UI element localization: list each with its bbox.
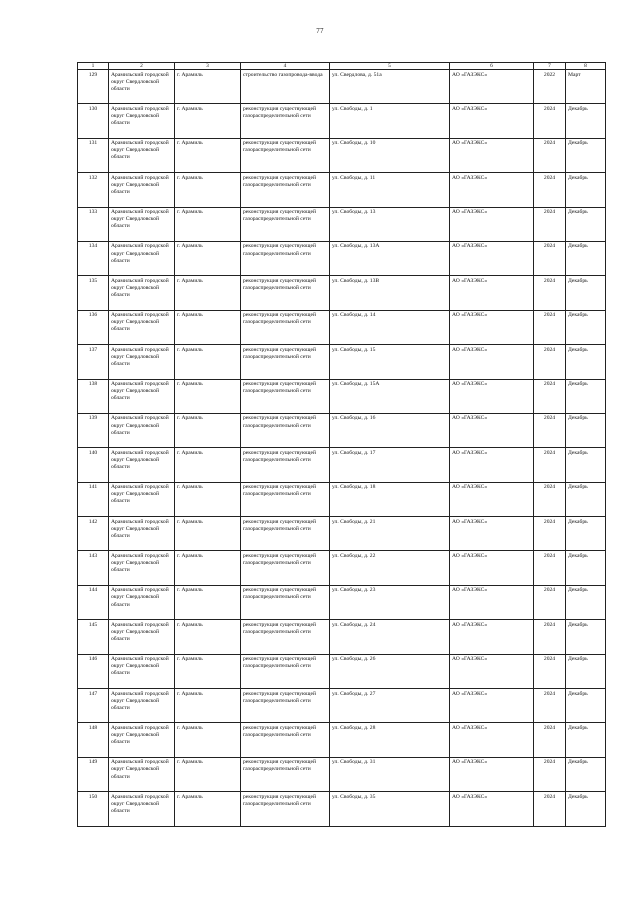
table-row (78, 345, 606, 379)
column-header: 4 (241, 63, 330, 70)
table-row (78, 276, 606, 310)
column-header: 6 (450, 63, 534, 70)
row-number-cell: 138 (78, 379, 109, 413)
year-cell: 2024 (534, 689, 566, 723)
organization-cell: АО «ГАЗЭКС» (450, 70, 534, 104)
settlement-cell: г. Арамиль (175, 241, 241, 275)
address-cell: ул. Свободы, д. 35 (330, 792, 450, 826)
municipality-cell: Арамильский городской округ Свердловской области (109, 104, 175, 138)
year-cell: 2022 (534, 70, 566, 104)
table-row (78, 689, 606, 723)
table-row (78, 551, 606, 585)
year-cell: 2024 (534, 345, 566, 379)
work-type-cell: реконструкция существующей газораспределительной сети (241, 138, 330, 172)
address-cell: ул. Свободы, д. 13В (330, 276, 450, 310)
municipality-cell: Арамильский городской округ Свердловской области (109, 585, 175, 619)
month-cell: Декабрь (566, 689, 606, 723)
organization-cell: АО «ГАЗЭКС» (450, 792, 534, 826)
column-number-row (78, 63, 606, 70)
work-type-cell: реконструкция существующей газораспределительной сети (241, 310, 330, 344)
month-cell: Декабрь (566, 482, 606, 516)
address-cell: ул. Свободы, д. 10 (330, 138, 450, 172)
work-type-cell: реконструкция существующей газораспределительной сети (241, 757, 330, 791)
work-type-cell: реконструкция существующей газораспределительной сети (241, 173, 330, 207)
work-type-cell: реконструкция существующей газораспределительной сети (241, 413, 330, 447)
table-row (78, 620, 606, 654)
address-cell: ул. Свободы, д. 26 (330, 654, 450, 688)
settlement-cell: г. Арамиль (175, 723, 241, 757)
row-number-cell: 135 (78, 276, 109, 310)
address-cell: ул. Свободы, д. 23 (330, 585, 450, 619)
row-number-cell: 130 (78, 104, 109, 138)
work-type-cell: реконструкция существующей газораспределительной сети (241, 620, 330, 654)
month-cell: Декабрь (566, 723, 606, 757)
address-cell: ул. Свободы, д. 27 (330, 689, 450, 723)
address-cell: ул. Свободы, д. 13А (330, 241, 450, 275)
organization-cell: АО «ГАЗЭКС» (450, 104, 534, 138)
settlement-cell: г. Арамиль (175, 517, 241, 551)
year-cell: 2024 (534, 104, 566, 138)
municipality-cell: Арамильский городской округ Свердловской области (109, 241, 175, 275)
month-cell: Декабрь (566, 620, 606, 654)
table-row (78, 413, 606, 447)
settlement-cell: г. Арамиль (175, 792, 241, 826)
table-row (78, 173, 606, 207)
organization-cell: АО «ГАЗЭКС» (450, 310, 534, 344)
address-cell: ул. Свободы, д. 31 (330, 757, 450, 791)
year-cell: 2024 (534, 448, 566, 482)
row-number-cell: 140 (78, 448, 109, 482)
municipality-cell: Арамильский городской округ Свердловской области (109, 70, 175, 104)
row-number-cell: 131 (78, 138, 109, 172)
row-number-cell: 129 (78, 70, 109, 104)
settlement-cell: г. Арамиль (175, 345, 241, 379)
month-cell: Декабрь (566, 517, 606, 551)
table-row (78, 207, 606, 241)
organization-cell: АО «ГАЗЭКС» (450, 276, 534, 310)
settlement-cell: г. Арамиль (175, 689, 241, 723)
table-row (78, 517, 606, 551)
settlement-cell: г. Арамиль (175, 620, 241, 654)
municipality-cell: Арамильский городской округ Свердловской области (109, 138, 175, 172)
settlement-cell: г. Арамиль (175, 551, 241, 585)
work-type-cell: реконструкция существующей газораспределительной сети (241, 104, 330, 138)
municipality-cell: Арамильский городской округ Свердловской области (109, 310, 175, 344)
month-cell: Декабрь (566, 448, 606, 482)
address-cell: ул. Свободы, д. 21 (330, 517, 450, 551)
year-cell: 2024 (534, 413, 566, 447)
organization-cell: АО «ГАЗЭКС» (450, 379, 534, 413)
work-type-cell: реконструкция существующей газораспределительной сети (241, 241, 330, 275)
work-type-cell: реконструкция существующей газораспределительной сети (241, 345, 330, 379)
year-cell: 2024 (534, 551, 566, 585)
table-row (78, 138, 606, 172)
address-cell: ул. Свободы, д. 16 (330, 413, 450, 447)
organization-cell: АО «ГАЗЭКС» (450, 207, 534, 241)
year-cell: 2024 (534, 757, 566, 791)
address-cell: ул. Свободы, д. 1 (330, 104, 450, 138)
settlement-cell: г. Арамиль (175, 448, 241, 482)
row-number-cell: 133 (78, 207, 109, 241)
work-type-cell: реконструкция существующей газораспределительной сети (241, 551, 330, 585)
municipality-cell: Арамильский городской округ Свердловской области (109, 173, 175, 207)
work-type-cell: строительство газопровода-ввода (241, 70, 330, 104)
row-number-cell: 145 (78, 620, 109, 654)
row-number-cell: 141 (78, 482, 109, 516)
address-cell: ул. Свободы, д. 15А (330, 379, 450, 413)
settlement-cell: г. Арамиль (175, 413, 241, 447)
row-number-cell: 132 (78, 173, 109, 207)
table-row (78, 448, 606, 482)
year-cell: 2024 (534, 241, 566, 275)
row-number-cell: 147 (78, 689, 109, 723)
municipality-cell: Арамильский городской округ Свердловской области (109, 482, 175, 516)
work-type-cell: реконструкция существующей газораспределительной сети (241, 207, 330, 241)
work-type-cell: реконструкция существующей газораспределительной сети (241, 276, 330, 310)
month-cell: Декабрь (566, 379, 606, 413)
works-table (77, 62, 606, 827)
municipality-cell: Арамильский городской округ Свердловской области (109, 379, 175, 413)
month-cell: Декабрь (566, 276, 606, 310)
work-type-cell: реконструкция существующей газораспределительной сети (241, 448, 330, 482)
organization-cell: АО «ГАЗЭКС» (450, 448, 534, 482)
work-type-cell: реконструкция существующей газораспределительной сети (241, 723, 330, 757)
organization-cell: АО «ГАЗЭКС» (450, 620, 534, 654)
organization-cell: АО «ГАЗЭКС» (450, 585, 534, 619)
organization-cell: АО «ГАЗЭКС» (450, 517, 534, 551)
year-cell: 2024 (534, 173, 566, 207)
address-cell: ул. Свободы, д. 13 (330, 207, 450, 241)
year-cell: 2024 (534, 138, 566, 172)
organization-cell: АО «ГАЗЭКС» (450, 482, 534, 516)
municipality-cell: Арамильский городской округ Свердловской области (109, 723, 175, 757)
year-cell: 2024 (534, 517, 566, 551)
year-cell: 2024 (534, 792, 566, 826)
work-type-cell: реконструкция существующей газораспределительной сети (241, 654, 330, 688)
row-number-cell: 139 (78, 413, 109, 447)
settlement-cell: г. Арамиль (175, 379, 241, 413)
table-row (78, 654, 606, 688)
month-cell: Декабрь (566, 585, 606, 619)
year-cell: 2024 (534, 379, 566, 413)
municipality-cell: Арамильский городской округ Свердловской области (109, 276, 175, 310)
address-cell: ул. Свободы, д. 17 (330, 448, 450, 482)
year-cell: 2024 (534, 482, 566, 516)
month-cell: Декабрь (566, 551, 606, 585)
organization-cell: АО «ГАЗЭКС» (450, 689, 534, 723)
settlement-cell: г. Арамиль (175, 207, 241, 241)
municipality-cell: Арамильский городской округ Свердловской области (109, 207, 175, 241)
column-header: 1 (78, 63, 109, 70)
work-type-cell: реконструкция существующей газораспределительной сети (241, 482, 330, 516)
table-row (78, 585, 606, 619)
month-cell: Декабрь (566, 241, 606, 275)
row-number-cell: 136 (78, 310, 109, 344)
year-cell: 2024 (534, 276, 566, 310)
row-number-cell: 134 (78, 241, 109, 275)
row-number-cell: 148 (78, 723, 109, 757)
column-header: 8 (566, 63, 606, 70)
settlement-cell: г. Арамиль (175, 70, 241, 104)
month-cell: Март (566, 70, 606, 104)
month-cell: Декабрь (566, 792, 606, 826)
settlement-cell: г. Арамиль (175, 173, 241, 207)
address-cell: ул. Свободы, д. 28 (330, 723, 450, 757)
address-cell: ул. Свободы, д. 18 (330, 482, 450, 516)
month-cell: Декабрь (566, 654, 606, 688)
address-cell: ул. Свободы, д. 15 (330, 345, 450, 379)
row-number-cell: 149 (78, 757, 109, 791)
organization-cell: АО «ГАЗЭКС» (450, 345, 534, 379)
organization-cell: АО «ГАЗЭКС» (450, 757, 534, 791)
row-number-cell: 137 (78, 345, 109, 379)
year-cell: 2024 (534, 310, 566, 344)
work-type-cell: реконструкция существующей газораспределительной сети (241, 517, 330, 551)
column-header: 2 (109, 63, 175, 70)
month-cell: Декабрь (566, 310, 606, 344)
table-body (78, 70, 606, 827)
settlement-cell: г. Арамиль (175, 757, 241, 791)
table-row (78, 792, 606, 826)
settlement-cell: г. Арамиль (175, 482, 241, 516)
row-number-cell: 146 (78, 654, 109, 688)
organization-cell: АО «ГАЗЭКС» (450, 138, 534, 172)
work-type-cell: реконструкция существующей газораспределительной сети (241, 689, 330, 723)
work-type-cell: реконструкция существующей газораспределительной сети (241, 585, 330, 619)
municipality-cell: Арамильский городской округ Свердловской области (109, 413, 175, 447)
settlement-cell: г. Арамиль (175, 585, 241, 619)
municipality-cell: Арамильский городской округ Свердловской области (109, 689, 175, 723)
row-number-cell: 144 (78, 585, 109, 619)
table-row (78, 104, 606, 138)
month-cell: Декабрь (566, 413, 606, 447)
settlement-cell: г. Арамиль (175, 310, 241, 344)
month-cell: Декабрь (566, 345, 606, 379)
work-type-cell: реконструкция существующей газораспределительной сети (241, 792, 330, 826)
address-cell: ул. Свободы, д. 11 (330, 173, 450, 207)
address-cell: ул. Свердлова, д. 51а (330, 70, 450, 104)
organization-cell: АО «ГАЗЭКС» (450, 413, 534, 447)
table-row (78, 723, 606, 757)
table-row (78, 70, 606, 104)
organization-cell: АО «ГАЗЭКС» (450, 241, 534, 275)
month-cell: Декабрь (566, 104, 606, 138)
column-header: 7 (534, 63, 566, 70)
municipality-cell: Арамильский городской округ Свердловской области (109, 792, 175, 826)
year-cell: 2024 (534, 585, 566, 619)
table-row (78, 379, 606, 413)
settlement-cell: г. Арамиль (175, 276, 241, 310)
row-number-cell: 150 (78, 792, 109, 826)
municipality-cell: Арамильский городской округ Свердловской области (109, 448, 175, 482)
address-cell: ул. Свободы, д. 24 (330, 620, 450, 654)
table-row (78, 310, 606, 344)
address-cell: ул. Свободы, д. 14 (330, 310, 450, 344)
table-row (78, 757, 606, 791)
year-cell: 2024 (534, 654, 566, 688)
municipality-cell: Арамильский городской округ Свердловской области (109, 517, 175, 551)
page-number: 77 (316, 27, 324, 35)
organization-cell: АО «ГАЗЭКС» (450, 551, 534, 585)
settlement-cell: г. Арамиль (175, 104, 241, 138)
column-header: 5 (330, 63, 450, 70)
municipality-cell: Арамильский городской округ Свердловской области (109, 620, 175, 654)
month-cell: Декабрь (566, 207, 606, 241)
work-type-cell: реконструкция существующей газораспределительной сети (241, 379, 330, 413)
organization-cell: АО «ГАЗЭКС» (450, 723, 534, 757)
address-cell: ул. Свободы, д. 22 (330, 551, 450, 585)
month-cell: Декабрь (566, 757, 606, 791)
municipality-cell: Арамильский городской округ Свердловской области (109, 654, 175, 688)
column-header: 3 (175, 63, 241, 70)
settlement-cell: г. Арамиль (175, 138, 241, 172)
month-cell: Декабрь (566, 138, 606, 172)
year-cell: 2024 (534, 207, 566, 241)
organization-cell: АО «ГАЗЭКС» (450, 173, 534, 207)
settlement-cell: г. Арамиль (175, 654, 241, 688)
table-row (78, 482, 606, 516)
table-row (78, 241, 606, 275)
row-number-cell: 142 (78, 517, 109, 551)
municipality-cell: Арамильский городской округ Свердловской области (109, 551, 175, 585)
organization-cell: АО «ГАЗЭКС» (450, 654, 534, 688)
month-cell: Декабрь (566, 173, 606, 207)
row-number-cell: 143 (78, 551, 109, 585)
year-cell: 2024 (534, 723, 566, 757)
municipality-cell: Арамильский городской округ Свердловской области (109, 345, 175, 379)
year-cell: 2024 (534, 620, 566, 654)
municipality-cell: Арамильский городской округ Свердловской области (109, 757, 175, 791)
